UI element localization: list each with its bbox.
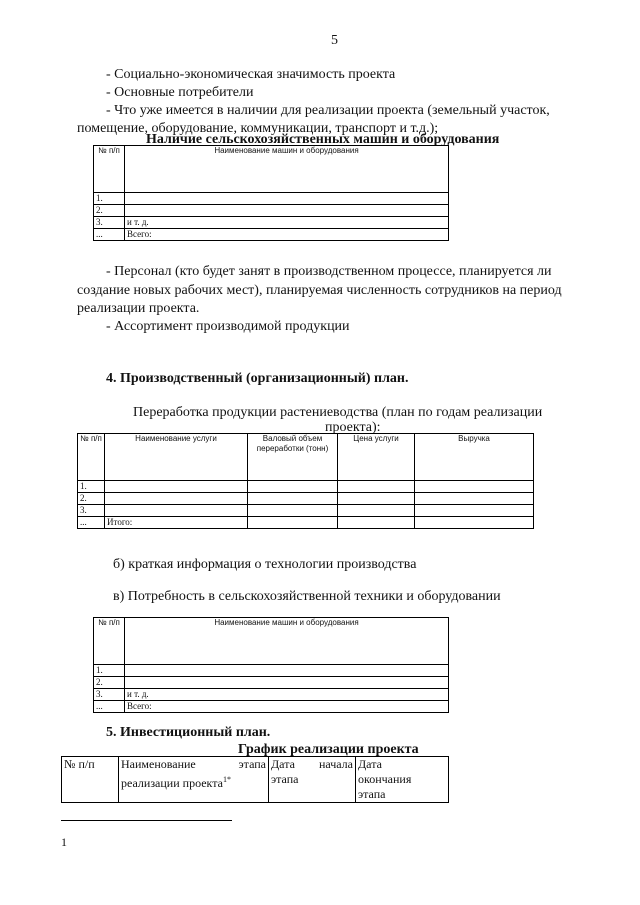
col-service: Наименование услуги (105, 434, 248, 481)
table-row: ... Итого: (78, 517, 534, 529)
col-stage: Наименование этапа реализации проекта$^{1*}$ (119, 757, 269, 803)
col-volume: Валовый объем переработки (тонн) (248, 434, 338, 481)
col-revenue: Выручка (415, 434, 534, 481)
footnote-mark: 1 (61, 835, 67, 849)
table-row: 3. (78, 505, 534, 517)
table-row: ... Всего: (94, 229, 449, 241)
section4-heading: 4. Производственный (организационный) план. (106, 371, 409, 386)
schedule-table (61, 756, 449, 803)
footnote-separator (61, 820, 232, 821)
col-no: № п/п (94, 146, 125, 193)
intro-item-significance: - Социально-экономическая значимость проекта (106, 67, 396, 82)
col-no: № п/п (94, 618, 125, 665)
intro-item-available: - Что уже имеется в наличии для реализации проекта (земельный участок, (106, 103, 550, 118)
table-row: 1. (94, 665, 449, 677)
table-row: 2. (94, 205, 449, 217)
machines-title: Наличие сельскохозяйственных машин и оборудования (146, 132, 500, 147)
table-row: 3. и т. д. (94, 689, 449, 701)
personnel-line-3: реализации проекта. (77, 301, 200, 316)
assortment-line: - Ассортимент производимой продукции (106, 319, 350, 334)
item-b: б) краткая информация о технологии производства (113, 557, 417, 572)
col-end-date: Дата окончания этапа (356, 757, 449, 803)
col-price: Цена услуги (338, 434, 415, 481)
col-name: Наименование машин и оборудования (125, 146, 449, 193)
processing-table (77, 433, 534, 529)
col-name: Наименование машин и оборудования (125, 618, 449, 665)
intro-item-consumers: - Основные потребители (106, 85, 254, 100)
col-no: № п/п (62, 757, 119, 803)
table-row: 2. (94, 677, 449, 689)
intro-item-available-cont: помещение, оборудование, коммуникации, транспорт и т.д.); (77, 121, 439, 136)
table-row: 2. (78, 493, 534, 505)
col-start-date: Дата начала этапа (269, 757, 356, 803)
processing-title: Переработка продукции растениеводства (план по годам реализации (133, 405, 543, 420)
equipment-table (93, 617, 449, 713)
footnote-ref: 1* (222, 775, 231, 784)
table-row: ... Всего: (94, 701, 449, 713)
schedule-title: График реализации проекта (238, 742, 419, 757)
processing-title-cont: проекта): (325, 420, 381, 435)
table-row: 1. (78, 481, 534, 493)
col-no: № п/п (78, 434, 105, 481)
personnel-line-2: создание новых рабочих мест), планируемая численность сотрудников на период (77, 283, 562, 298)
section5-heading: 5. Инвестиционный план. (106, 725, 271, 740)
table-row: 3. и т. д. (94, 217, 449, 229)
personnel-line-1: - Персонал (кто будет занят в производственном процессе, планируется ли (106, 264, 552, 279)
page-number: 5 (331, 33, 338, 48)
table-row: 1. (94, 193, 449, 205)
item-v: в) Потребность в сельскохозяйственной техники и оборудовании (113, 589, 501, 604)
machines-table (93, 145, 449, 241)
